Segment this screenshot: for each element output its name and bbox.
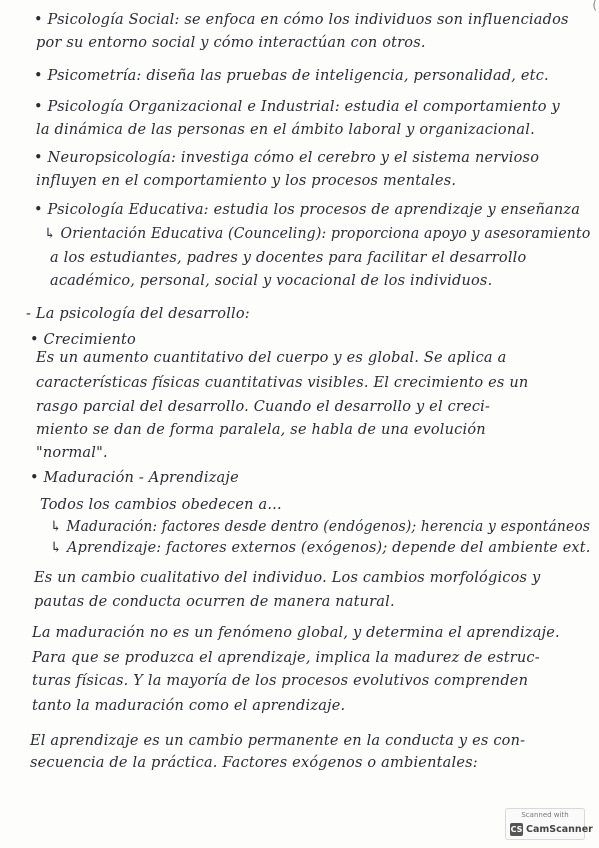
text-line: miento se dan de forma paralela, se habla de una evolución [36,422,486,438]
text-line: académico, personal, social y vocacional de los individuos. [50,273,493,289]
text-line: La maduración no es un fenómeno global, y determina el aprendizaje. [32,625,560,641]
text-line: • Psicología Social: se enfoca en cómo los individuos son influenciados [34,12,569,28]
text-line: turas físicas. Y la mayoría de los procesos evolutivos comprenden [32,673,529,689]
text-line: la dinámica de las personas en el ámbito laboral y organizacional. [36,122,535,138]
text-line: Para que se produzca el aprendizaje, implica la madurez de estruc- [32,650,540,666]
text-line: influyen en el comportamiento y los procesos mentales. [36,173,457,189]
text-line: secuencia de la práctica. Factores exógenos o ambientales: [30,755,478,771]
section-heading: - La psicología del desarrollo: [26,306,250,322]
text-line: • Neuropsicología: investiga cómo el cerebro y el sistema nervioso [34,150,540,166]
text-line: El aprendizaje es un cambio permanente en la conducta y es con- [30,733,526,749]
text-line: por su entorno social y cómo interactúan con otros. [36,35,426,51]
subsection-heading: • Maduración - Aprendizaje [30,470,239,486]
text-line: "normal". [36,445,108,461]
text-line: Todos los cambios obedecen a... [40,497,282,513]
text-line: rasgo parcial del desarrollo. Cuando el desarrollo y el creci- [36,399,491,415]
text-line: ↳ Aprendizaje: factores externos (exógenos); depende del ambiente ext. [50,540,591,556]
camscanner-logo-icon: CS [510,825,523,834]
text-line: • Psicología Educativa: estudia los procesos de aprendizaje y enseñanza [34,202,581,218]
text-line: • Psicometría: diseña las pruebas de inteligencia, personalidad, etc. [34,68,549,84]
text-line: pautas de conducta ocurren de manera natural. [34,594,395,610]
corner-mark: ( [592,0,597,12]
camscanner-badge [505,808,593,840]
text-line: Es un aumento cuantitativo del cuerpo y es global. Se aplica a [36,350,507,366]
text-line: a los estudiantes, padres y docentes para facilitar el desarrollo [50,250,527,266]
text-line: ↳ Orientación Educativa (Counceling): proporciona apoyo y asesoramiento [44,226,591,242]
badge-caption: Scanned with [521,811,569,819]
text-line: Es un cambio cualitativo del individuo. Los cambios morfológicos y [34,570,541,586]
badge-app-name: CamScanner [526,824,593,835]
text-line: • Psicología Organizacional e Industrial: estudia el comportamiento y [34,99,560,115]
text-line: tanto la maduración como el aprendizaje. [32,698,346,714]
text-line: características físicas cuantitativas visibles. El crecimiento es un [36,375,529,391]
text-line: ↳ Maduración: factores desde dentro (endógenos); herencia y espontáneos [50,519,591,535]
subsection-heading: • Crecimiento [30,332,136,348]
